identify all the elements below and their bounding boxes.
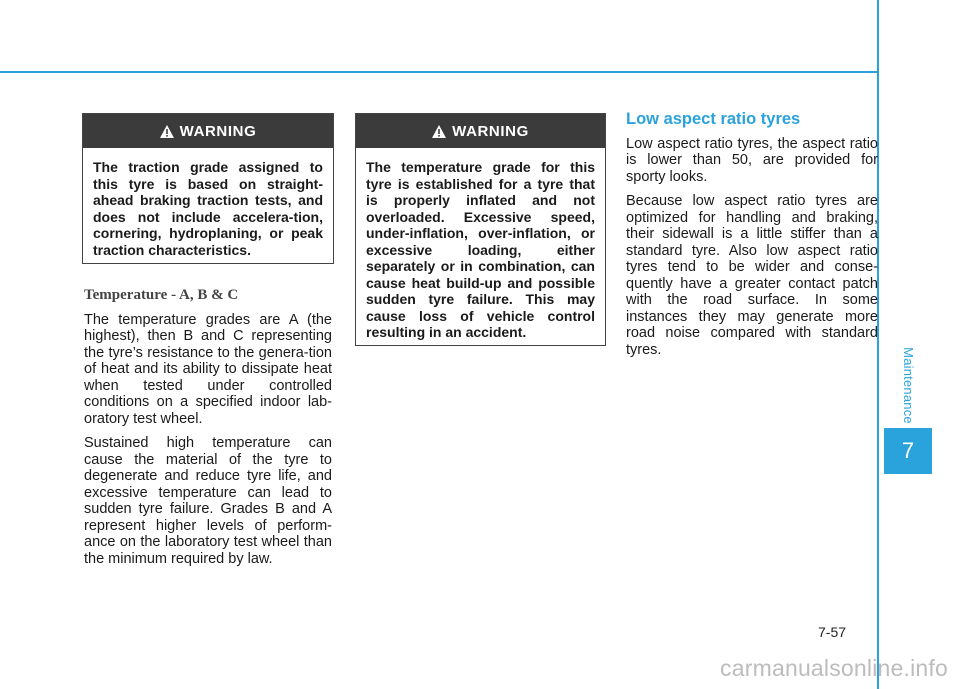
temperature-heading: Temperature - A, B & C [84,287,239,303]
chapter-number: 7 [901,438,915,463]
warning-header [356,114,605,148]
low-aspect-heading: Low aspect ratio tyres [626,110,801,128]
temperature-warning-box [355,113,606,346]
warning-title: WARNING [452,122,529,140]
warning-triangle-icon [432,125,446,138]
warning-triangle-icon [160,125,174,138]
temperature-paragraph: Sustained high temperature can cause the material of the tyre to degenerate and reduce tyre life, and excessive temperature can lead to sudden tyre failure. Grades B and A represent higher levels of perform-ance on the laboratory test wheel than the minimum required by law. [84,435,332,567]
warning-text: The temperature grade for this tyre is established for a tyre that is properly inflated and not overloaded. Excessive speed, under-inflation, over-inflation, or excessive loading, either separately or in combination, can cause heat build-up and possible sudden tyre failure. This may cause loss of vehicle control resulting in an accident. [366,159,595,340]
watermark: carmanualsonline.info [720,655,948,681]
section-label: Maintenance [900,346,916,424]
traction-warning-box [82,113,334,264]
low-aspect-section [626,111,878,366]
page-number: 7-57 [818,624,847,640]
chapter-tab [884,428,932,474]
low-aspect-paragraph: Because low aspect ratio tyres are optimized for handling and braking, their sidewall is a little stiffer than a standard tyre. Also low aspect ratio tyres tend to be wider and conse-quently have a greater contact patch with the road surface. In some instances they may generate more road noise compared with standard tyres. [626,193,878,358]
low-aspect-paragraph: Low aspect ratio tyres, the aspect ratio is lower than 50, are provided for sporty looks. [626,135,878,185]
warning-header [83,114,333,148]
warning-text: The traction grade assigned to this tyre is based on straight-ahead braking traction tests, and does not include accelera-tion, cornering, hydroplaning, or peak traction characteristics. [93,159,323,258]
temperature-section [84,287,332,575]
warning-title: WARNING [179,122,257,140]
top-rule [0,71,878,73]
temperature-paragraph: The temperature grades are A (the highest), then B and C representing the tyre’s resistance to the genera-tion of heat and its ability to dissipate heat when tested under controlled conditions on a specified indoor lab-oratory test wheel. [84,311,332,427]
